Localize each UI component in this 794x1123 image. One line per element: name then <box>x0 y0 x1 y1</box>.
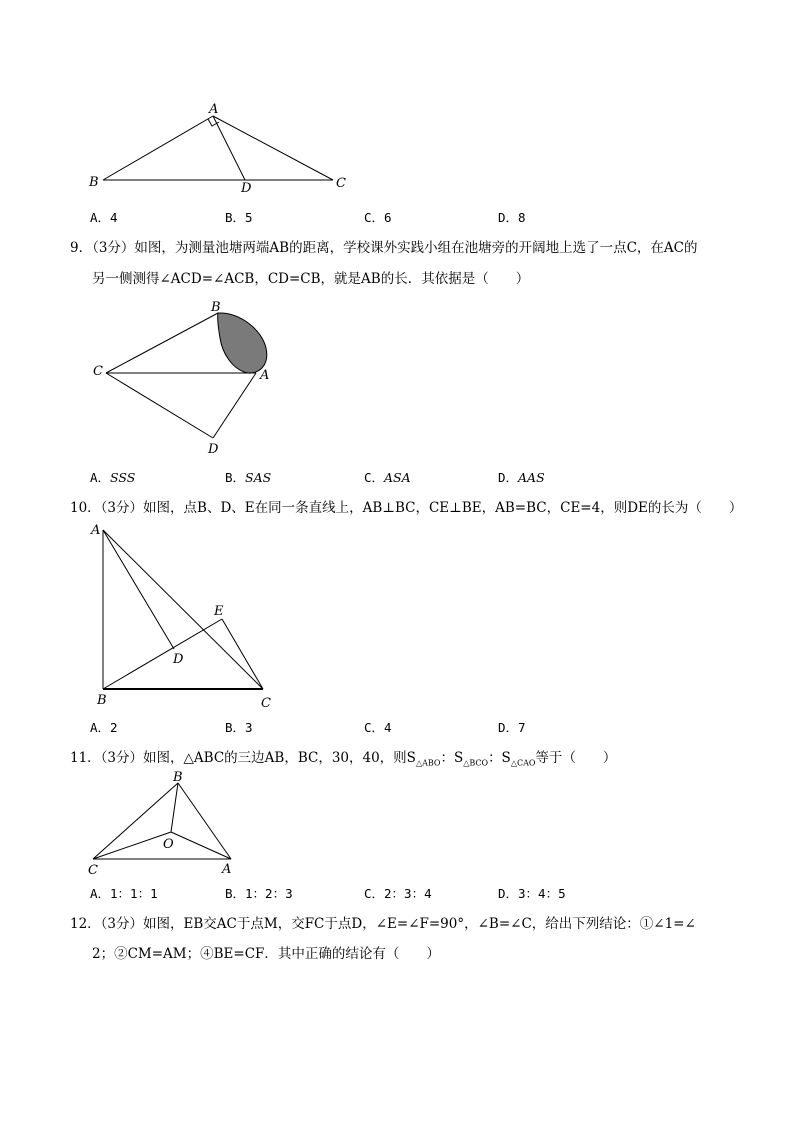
q11-line1: 11．（3分）如图，△ABC的三边AB，BC，30，40，则$S_{\triangle ABO}$：$S_{\triangle BCO}$：$S_{\triangle CAO}$等于（ ） <box>70 750 617 768</box>
segment-ob <box>171 783 178 832</box>
label-b: B <box>89 175 99 190</box>
q11-option-c: C．2：3：4 <box>364 886 432 901</box>
q10-option-b: B．3 <box>225 720 253 735</box>
q10-option-a: A．2 <box>90 720 118 735</box>
label-a: A <box>222 862 232 877</box>
q8-option-d: D．8 <box>498 210 526 225</box>
q8-option-b: B．5 <box>225 210 253 225</box>
q8-option-c: C．6 <box>364 210 392 225</box>
label-c: C <box>88 863 98 878</box>
q12-line2: 2；②CM=AM；④BE=CF．其中正确的结论有（ ） <box>92 946 440 962</box>
label-e: E <box>214 604 224 619</box>
label-d: D <box>241 181 252 196</box>
label-c: C <box>336 176 346 191</box>
q10-option-d: D．7 <box>498 720 526 735</box>
label-d: D <box>173 652 184 667</box>
q9-option-a: A．SSS <box>90 470 136 485</box>
label-a: A <box>91 523 101 538</box>
label-a: A <box>260 368 270 383</box>
label-a: A <box>209 102 219 117</box>
q11-option-d: D．3：4：5 <box>498 886 566 901</box>
q12-line1: 12．（3分）如图，EB交AC于点M，交FC于点D，∠E=∠F=90°，∠B=∠C，给出下列结论：①∠1=∠ <box>70 916 696 932</box>
q9-option-b: B．SAS <box>225 470 272 485</box>
q9-option-c: C．ASA <box>364 470 411 485</box>
label-c: C <box>93 364 103 379</box>
q11-option-a: A．1：1：1 <box>90 886 158 901</box>
label-b: B <box>211 300 221 315</box>
q8-option-a: A．4 <box>90 210 118 225</box>
q10-option-c: C．4 <box>364 720 392 735</box>
q9-line2: 另一侧测得∠ACD=∠ACB，CD=CB，就是AB的长．其依据是（ ） <box>92 271 530 287</box>
label-c: C <box>261 696 271 711</box>
label-b: B <box>173 770 183 785</box>
q11-option-b: B．1：2：3 <box>225 886 293 901</box>
label-o: O <box>163 837 174 852</box>
label-b: B <box>97 693 107 708</box>
label-d: D <box>208 442 219 457</box>
q9-option-d: D．AAS <box>498 470 545 485</box>
segment-oc <box>93 832 171 859</box>
q9-line1: 9．（3分）如图，为测量池塘两端AB的距离，学校课外实践小组在池塘旁的开阔地上选了一点C，在AC的 <box>70 240 698 256</box>
q10-line1: 10．（3分）如图，点B、D、E在同一条直线上，AB⊥BC，CE⊥BE，AB=BC，CE=4，则DE的长为（ ） <box>70 500 743 516</box>
